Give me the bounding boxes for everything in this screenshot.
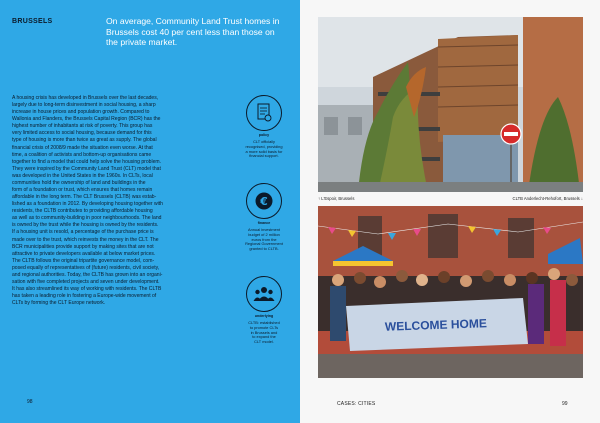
caption-line: CLT officially	[253, 139, 275, 144]
photo-caption-top: ↑ L'Espoir, Brussels	[318, 196, 355, 201]
body-line: form of a foundation or trust, which ensures that homes remain	[12, 187, 153, 194]
right-page	[300, 0, 600, 423]
finance-caption	[232, 228, 296, 252]
underlying-icon-block	[232, 276, 296, 345]
body-line: and regional authorities. Today, the CLTB has grown into an organi-	[12, 271, 163, 278]
people-group-icon	[253, 285, 275, 303]
body-line: together to find a model that could help solve the housing problem.	[12, 158, 161, 165]
page-number-left: 98	[27, 399, 33, 405]
body-line: sation with five completed projects and seven under development.	[12, 279, 160, 286]
caption-line: CLTB: established	[248, 320, 280, 325]
building-illustration	[318, 17, 583, 192]
finance-tag: finance	[257, 221, 271, 225]
finance-icon-circle	[246, 183, 282, 219]
body-line: increase in house prices and population growth. Compared to	[12, 109, 150, 116]
euro-coin-icon	[254, 191, 274, 211]
body-line: attractive to private developers available at below market prices.	[12, 250, 156, 257]
body-line: CLTs by forming the CLT Europe network.	[12, 300, 106, 307]
body-line: BCR municipalities provide support by making sites that are not	[12, 243, 154, 250]
body-line: A housing crisis has developed in Brussels over the last decades,	[12, 95, 159, 101]
body-line: largely due to long-term disinvestment in social housing, a sharp	[12, 102, 156, 109]
caption-line: Annual investment	[247, 227, 280, 232]
body-line: It has also streamlined its way of working with residents. The CLTB	[12, 286, 162, 293]
caption-line: CLT model.	[254, 339, 274, 345]
policy-caption	[232, 140, 296, 159]
body-line: lished as a foundation in 2012. By developing housing together with	[12, 201, 163, 208]
underlying-icon-circle	[246, 276, 282, 312]
photo-building	[318, 17, 583, 192]
finance-icon-block	[232, 183, 296, 252]
document-icon	[255, 103, 273, 123]
body-line: residents, the CLTB contributes to providing affordable housing	[12, 208, 153, 215]
body-line: is owned by the trust while the housing is owned by the residents.	[12, 222, 159, 229]
caption-line: to expand the	[252, 334, 276, 340]
body-line: highest number of inhabitants at risk of poverty. This group has	[12, 123, 153, 130]
body-text	[12, 95, 225, 307]
caption-line: euros from the	[251, 236, 277, 242]
svg-text:€: €	[260, 195, 268, 208]
body-line: type of housing is more than twice as great as supply. The global	[12, 137, 157, 144]
body-line: has taken a leading role in fostering a Europe-wide movement of	[12, 293, 157, 300]
body-line: affordable in the long term. The CLT Brussels (CLTB) was estab-	[12, 194, 157, 201]
page-number-right: 99	[562, 401, 568, 407]
underlying-tag: underlying	[254, 314, 274, 318]
caption-line: in Brussels and	[250, 329, 278, 335]
body-line: The CLTB follows the original tripartite governance model, com-	[12, 257, 155, 264]
body-line: was developed in the United States in the 1960s. In CLTs, local	[12, 172, 153, 179]
body-line: time, a coalition of activists and bottom-up organisations came	[12, 151, 152, 158]
community-illustration	[318, 206, 583, 378]
caption-line: recognised, providing	[245, 143, 283, 149]
body-line: If a housing unit is resold, a percentage of the purchase price is	[12, 229, 154, 236]
caption-line: Regional Government	[245, 241, 283, 247]
banner-text: WELCOME HOME	[384, 316, 488, 334]
caption-line: to promote CLTs	[249, 324, 279, 330]
section-footer: CASES: CITIES	[337, 401, 376, 407]
photo-caption-bottom: CLTB Anderlecht-Rehofort, Brussels ↓	[512, 196, 583, 201]
city-heading: BRUSSELS	[12, 18, 53, 25]
caption-line: a more solid basis for	[245, 148, 283, 154]
policy-tag: policy	[258, 133, 270, 137]
body-line: Wallonia and Flanders, the Brussels Capital Region (BCR) has the	[12, 116, 161, 123]
body-line: financial crisis of 2008/9 made the situation even worse. At that	[12, 144, 153, 151]
photo-community	[318, 206, 583, 378]
intro-paragraph: On average, Community Land Trust homes in Brussels cost 40 per cent less than those on the private market.	[106, 16, 280, 47]
body-line: very limited access to social housing, because demand for this	[12, 130, 152, 137]
body-line: communities hold the ownership of land and buildings in the	[12, 179, 146, 186]
caption-line: budget of 2 million	[248, 231, 280, 237]
caption-line: granted to CLTB.	[249, 246, 279, 252]
body-line: They were inspired by the Community Land Trust (CLT) model that	[12, 165, 161, 172]
policy-icon-circle	[246, 95, 282, 131]
caption-line: financial support.	[249, 153, 279, 159]
policy-icon-block	[232, 95, 296, 159]
body-line: posed equally of representatives of (future) residents, civil society,	[12, 264, 160, 271]
underlying-caption	[232, 321, 296, 345]
body-line: as well as to community-building in poor neighbourhoods. The land	[12, 215, 162, 222]
body-line: made over to the trust, which reinvests the money in the CLT. The	[12, 236, 159, 243]
